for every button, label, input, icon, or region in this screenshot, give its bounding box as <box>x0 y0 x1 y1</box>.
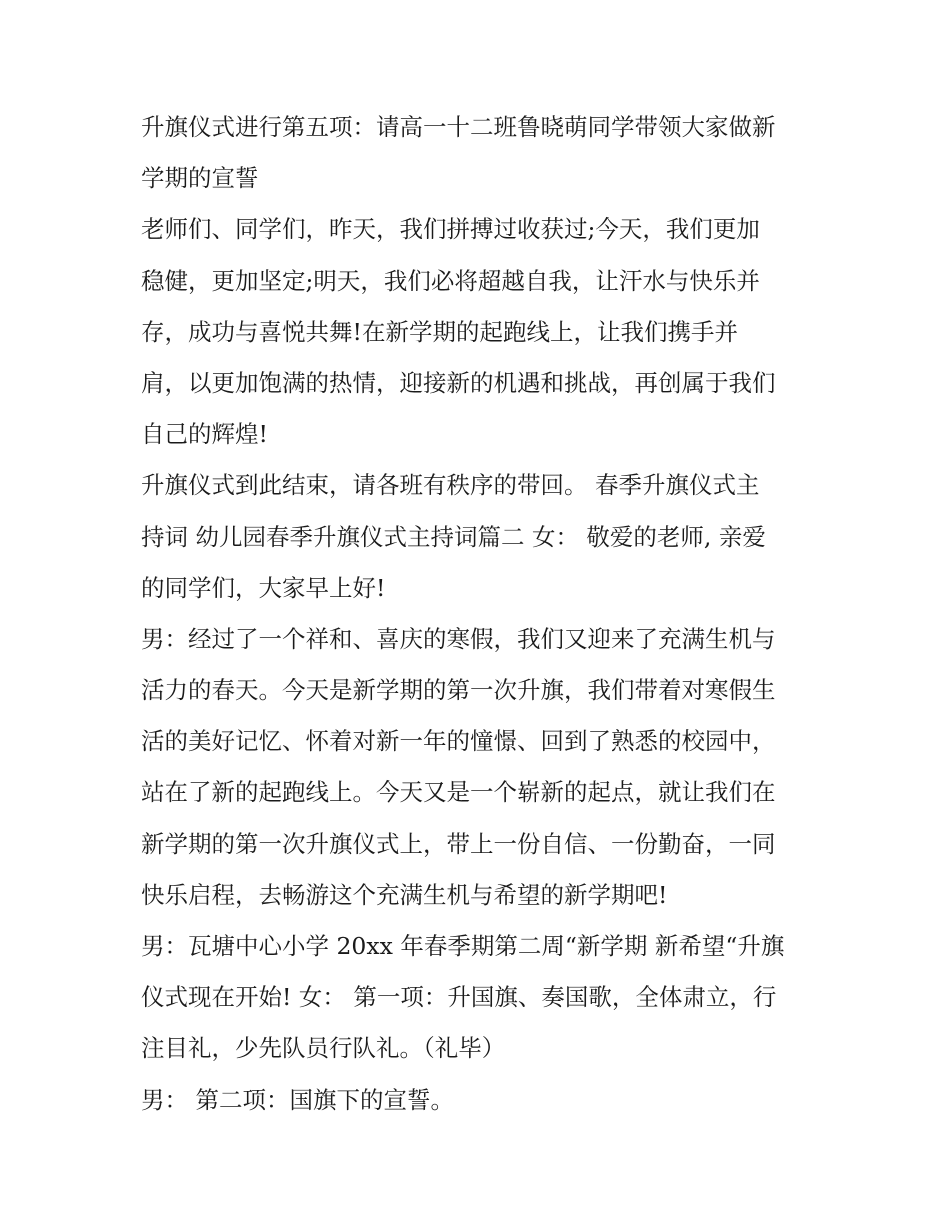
text-line: 老师们、同学们，昨天，我们拼搏过收获过;今天，我们更加 <box>141 215 760 244</box>
text-line: 活的美好记忆、怀着对新一年的憧憬、回到了熟悉的校园中， <box>141 727 776 756</box>
text-line: 男：经过了一个祥和、喜庆的寒假，我们又迎来了充满生机与 <box>141 624 776 653</box>
text-line: 自己的辉煌! <box>141 420 268 449</box>
text-line: 男： 第二项：国旗下的宣誓。 <box>141 1085 454 1114</box>
text-line: 学期的宣誓 <box>141 164 259 193</box>
text-line: 稳健，更加坚定;明天，我们必将超越自我，让汗水与快乐并 <box>141 266 760 295</box>
text-line: 的同学们，大家早上好! <box>141 573 386 602</box>
text-line: 新学期的第一次升旗仪式上，带上一份自信、一份勤奋，一同 <box>141 829 776 858</box>
text-line: 升旗仪式进行第五项：请高一十二班鲁晓萌同学带领大家做新 <box>141 113 776 141</box>
text-line: 存，成功与喜悦共舞!在新学期的起跑线上，让我们携手并 <box>141 317 738 346</box>
text-line: 持词 幼儿园春季升旗仪式主持词篇二 女： 敬爱的老师, 亲爱 <box>141 522 766 551</box>
text-line: 活力的春天。今天是新学期的第一次升旗，我们带着对寒假生 <box>141 676 776 705</box>
text-line: 站在了新的起跑线上。今天又是一个崭新的起点，就让我们在 <box>141 778 776 807</box>
text-line: 注目礼，少先队员行队礼。（礼毕） <box>141 1034 506 1063</box>
document-body <box>141 102 813 1126</box>
text-line: 升旗仪式到此结束，请各班有秩序的带回。 春季升旗仪式主 <box>141 471 760 500</box>
text-line: 肩，以更加饱满的热情，迎接新的机遇和挑战，再创属于我们 <box>141 368 776 397</box>
text-line: 快乐启程，去畅游这个充满生机与希望的新学期吧! <box>141 880 668 909</box>
text-line: 仪式现在开始! 女： 第一项：升国旗、奏国歌，全体肃立，行 <box>141 983 777 1012</box>
text-line: 男：瓦塘中心小学 20xx 年春季期第二周“新学期 新希望“升旗 <box>141 932 785 960</box>
